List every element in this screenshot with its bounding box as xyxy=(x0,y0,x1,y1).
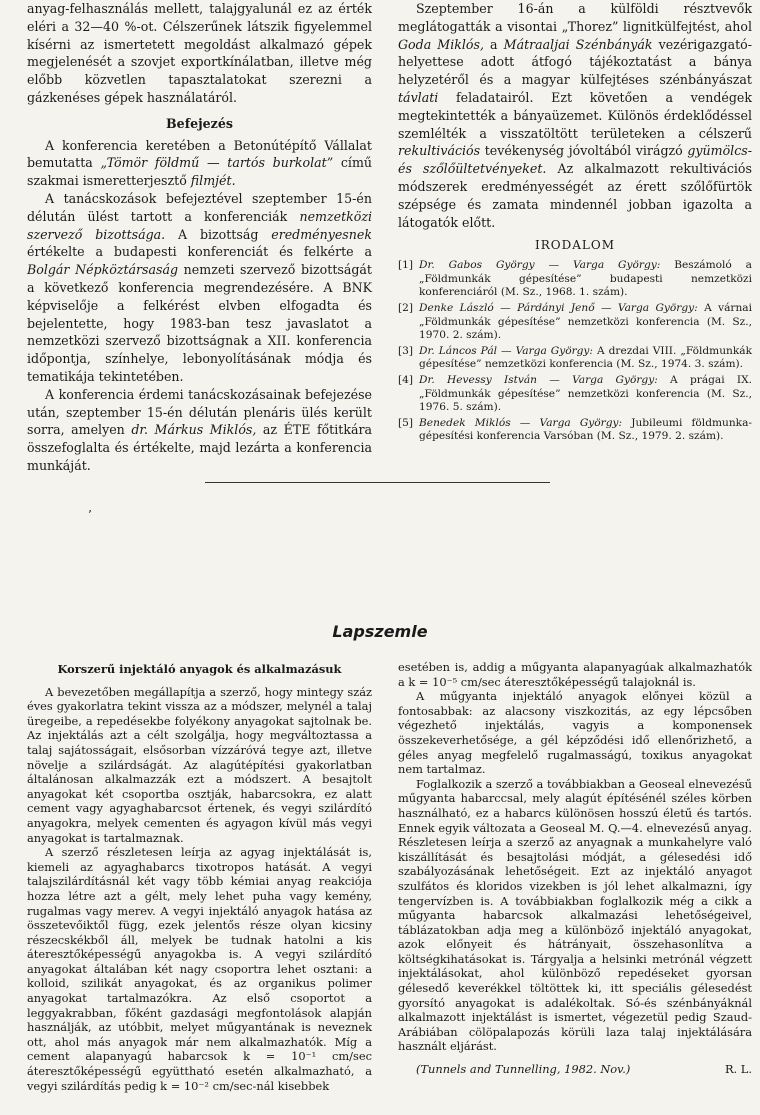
section-title: Lapszemle xyxy=(332,622,428,641)
references-heading: IRODALOM xyxy=(535,238,615,253)
text-span: Bolgár Népköztársaság xyxy=(27,262,179,278)
reference-text xyxy=(419,259,752,300)
paragraph: esetében is, addig a műgyanta alapanyagúak alkalmazhatók a k = 10⁻⁵ cm/sec áteresztőképességű talajoknál is. xyxy=(398,660,752,689)
text-span: A konferencia érdemi tanácskozásainak befejezése után, szeptember 15-én délután plenáris ülés került sorra, amelyen xyxy=(27,386,372,438)
review-right-column xyxy=(398,660,752,1077)
text-span: gyümölcs- és szőlőültetvényeket. xyxy=(398,143,752,177)
reference-text xyxy=(419,417,752,444)
text-span: filmjét. xyxy=(190,173,236,189)
top-right-column xyxy=(398,0,752,446)
text-span: című szakmai ismeretterjesztő xyxy=(27,155,372,189)
article-title: Korszerű injektáló anyagok és alkalmazásuk xyxy=(57,662,342,676)
stray-mark: ’ xyxy=(88,508,92,522)
source-line xyxy=(398,1062,752,1077)
paragraph: A bevezetőben megállapítja a szerző, hogy mintegy száz éves gyakorlatra tekint vissza az a módszer, melynél a talaj üregeibe, a repedésekbe folyékony anyagokat sajtolnak be. Az injektálás azt a célt szolgálja, hogy megváltoztassa a talaj sajátosságait, elsősorban vízzáróvá tegye azt, illetve növelje a szilárdságát. Az alagútépítési gyakorlatban általánosan alkalmazzák ezt a módszert. A besajtolt anyagokat két csoportba osztják, habarcsokra, ez alatt cement vagy agyaghabarcsot értenek, és vegyi szilárdító anyagokra, melyek cementen és agyagon kívül más vegyi anyagokat is tartalmaznak. xyxy=(27,684,372,845)
text-span: az ÉTE főtitkára összefoglalta és értékelte, majd lezárta a konferencia munkáját. xyxy=(27,422,373,473)
reference-number: [4] xyxy=(398,373,414,386)
reference-number: [2] xyxy=(398,301,414,314)
section-heading: Befejezés xyxy=(166,115,233,131)
reference-item xyxy=(398,374,752,415)
reference-title: A várnai „Földmunkák gépesítése” nemzetközi konferencia (M. Sz., 1970. 2. szám). xyxy=(419,301,753,342)
paragraph xyxy=(27,190,372,386)
author-initials: R. L. xyxy=(724,1062,752,1077)
reference-number: [1] xyxy=(398,259,414,272)
paragraph: anyag-felhasználás mellett, talajgyalunál ez az érték eléri a 32—40 %-ot. Célszerűnek látszik figyelemmel kísérni az ismertetett megoldást alkalmazó gépek megjelenését a szovjet exportkínálatban, illetve még előbb közvetlen tapasztalatokat szerezni a gázkenéses gépek használatáról. xyxy=(27,1,372,105)
source-citation: (Tunnels and Tunnelling, 1982. Nov.) xyxy=(416,1062,631,1077)
reference-title: Beszámoló a „Földmunkák gépesítése” budapesti nemzetközi konferenciáról (M. Sz., 1968. 1. szám). xyxy=(419,259,752,299)
text-span: Goda Miklós, xyxy=(398,36,484,52)
reference-number: [5] xyxy=(398,416,414,429)
text-span: Mátraaljai Szénbányák xyxy=(503,36,653,52)
reference-authors: Benedek Miklós — Varga György: xyxy=(419,416,623,429)
text-span: eredményesnek xyxy=(271,226,372,242)
top-left-column xyxy=(27,0,372,475)
reference-item xyxy=(398,345,752,372)
reference-item xyxy=(398,259,752,300)
text-span: dr. Márkus Miklós, xyxy=(131,422,257,438)
reference-item xyxy=(398,302,752,343)
text-span: „Tömör földmű — tartós burkolat” xyxy=(100,155,334,171)
paragraph: A műgyanta injektáló anyagok előnyei közül a fontosabbak: az alacsony viszkozitás, az egy lépcsőben végezhető injektálás, vagyis a komponensek összekeverhetősége, a gél képződési idő ellenőrizhető, a géles anyag megfelelő rugalmasságú, toxikus anyagokat nem tartalmaz. xyxy=(398,689,752,777)
text-span: távlati xyxy=(398,89,439,105)
reference-text xyxy=(419,345,752,372)
text-span: rekultivációs xyxy=(398,143,481,159)
text-span: A bizottság xyxy=(165,226,272,242)
reference-authors: Dr. Gabos György — Varga György: xyxy=(419,259,661,272)
text-span: értékelte a budapesti konferenciát és felkérte a xyxy=(27,244,372,260)
paragraph xyxy=(398,0,752,231)
text-span: feladatairól. Ezt követően a vendégek megtekintették a bányaüzemet. Különös érdeklődéssel szemlélték a visszatöltött területeken a célszerű xyxy=(398,89,752,141)
text-span: A tanácskozások befejeztével szeptember 15-én délután ülést tartott a konferenciák xyxy=(27,190,372,224)
review-left-column xyxy=(27,662,372,1093)
text-span: a xyxy=(483,36,504,52)
text-span: A konferencia keretében a Betonútépítő Vállalat bemutatta xyxy=(27,137,372,171)
reference-authors: Dr. Láncos Pál — Varga György: xyxy=(419,344,593,357)
reference-title: Jubileumi földmunka-gépesítési konferencia Varsóban (M. Sz., 1979. 2. szám). xyxy=(419,416,752,443)
text-span: Az alkalmazott rekultivációs módszerek eredményességét az érett szőlőfürtök szépsége és zamata mindennél jobban igazolta a látogatók előtt. xyxy=(398,161,752,230)
reference-text xyxy=(419,374,752,415)
reference-number: [3] xyxy=(398,344,414,357)
section-divider xyxy=(205,482,550,483)
text-span: Szeptember 16-án a külföldi résztvevők meglátogatták a visontai „Thorez” lignitkülfejtést, ahol xyxy=(398,1,752,34)
references-list xyxy=(398,259,752,444)
paragraph: Foglalkozik a szerző a továbbiakban a Geoseal elnevezésű műgyanta habarccsal, mely alagút építésénél széles körben használható, ez a habarcs különösen hosszú életű és tartós. Ennek egyik változata a Geoseal M. Q.—4. elnevezésű anyag. Részletesen leírja a szerző az anyagnak a munkahelyre való kiszállítását és besajtolási módját, a gélesedési idő szabályozásának lehetőségeit. Ezt az injektáló anyagot szulfátos és kloridos vizekben is jól lehet alkalmazni, így tengervízben is. A továbbiakban foglalkozik még a cikk a műgyanta habarcsok alkalmazási lehetőségeivel, táblázatokban adja meg a különböző injektáló anyagokat, azok előnyeit és hátrányait, összehasonlítva a költségkihatásokat is. Tárgyalja a helsinki metrónál végzett injektálásokat, ahol különböző repedéseket gyorsan gélesedő keverékkel töltöttek ki, itt speciális gélesedést gyorsító anyagokat is adalékoltak. Só-és szénbányáknál alkalmazott injektálást is ismertet, végezetül pedig Szaud-Arábiában cölöpalapozás körüli laza talaj injektálására használt eljárást. xyxy=(398,776,752,1054)
text-span: vezérigazgató-helyettese adott átfogó tájékoztatást a bánya helyzetéről és a magyar külfejtéses szénbányászat xyxy=(398,36,752,88)
reference-title: A prágai IX. „Földmunkák gépesítése” nemzetközi konferencia (M. Sz., 1976. 5. szám). xyxy=(419,373,752,414)
reference-authors: Denke László — Párdányi Jenő — Varga György: xyxy=(419,301,698,314)
paragraph: A szerző részletesen leírja az agyag injektálását is, kiemeli az agyaghabarcs tixotropos hatását. A vegyi talajszilárdításnál két vagy több kémiai anyag reakciója hozza létre azt a gélt, mely lehet puha vagy kemény, rugalmas vagy merev. A vegyi injektáló anyagok hatása az összetevőiktől függ, ezek jelentős része olyan kicsiny részecskékből áll, melyek be tudnak hatolni a kis áteresztőképességű anyagokba is. A vegyi szilárdító anyagokat általában két nagy csoportra lehet osztani: a kolloid, szilikát anyagokat, és az organikus polimer anyagokat tartalmazókra. Az első csoportot a leggyakrabban, főként gazdasági megfontolások alapján használják, az utóbbit, melyet műgyantának is neveznek ott, ahol más anyagok már nem alkalmazhatók. Míg a cement alapanyagú habarcsok k = 10⁻¹ cm/sec áteresztőképességű együttható esetén alkalmazható, a vegyi szilárdítás pedig k = 10⁻² cm/sec-nál kisebbek xyxy=(27,845,372,1093)
text-span: tevékenység jóvoltából virágzó xyxy=(480,143,688,159)
paragraph xyxy=(27,137,372,190)
text-span: nemzetközi szervező bizottsága. xyxy=(27,208,372,242)
reference-text xyxy=(419,302,752,343)
text-span: nemzeti szervező bizottságát a következő konferencia megrendezésére. A BNK képviselője a felkérést elvben elfogadta és bejelentette, hogy 1983-ban tesz javaslatot a nemzetközi szervező bizottságnak a XII. konferencia időpontja, színhelye, lebonyolításának módja és tematikája tekintetében. xyxy=(27,262,372,384)
reference-item xyxy=(398,417,752,444)
reference-title: A drezdai VIII. „Földmunkák gépesítése” nemzetközi konferencia (M. Sz., 1974. 3. szám). xyxy=(419,344,752,371)
paragraph xyxy=(27,386,372,475)
reference-authors: Dr. Hevessy István — Varga György: xyxy=(419,373,658,386)
